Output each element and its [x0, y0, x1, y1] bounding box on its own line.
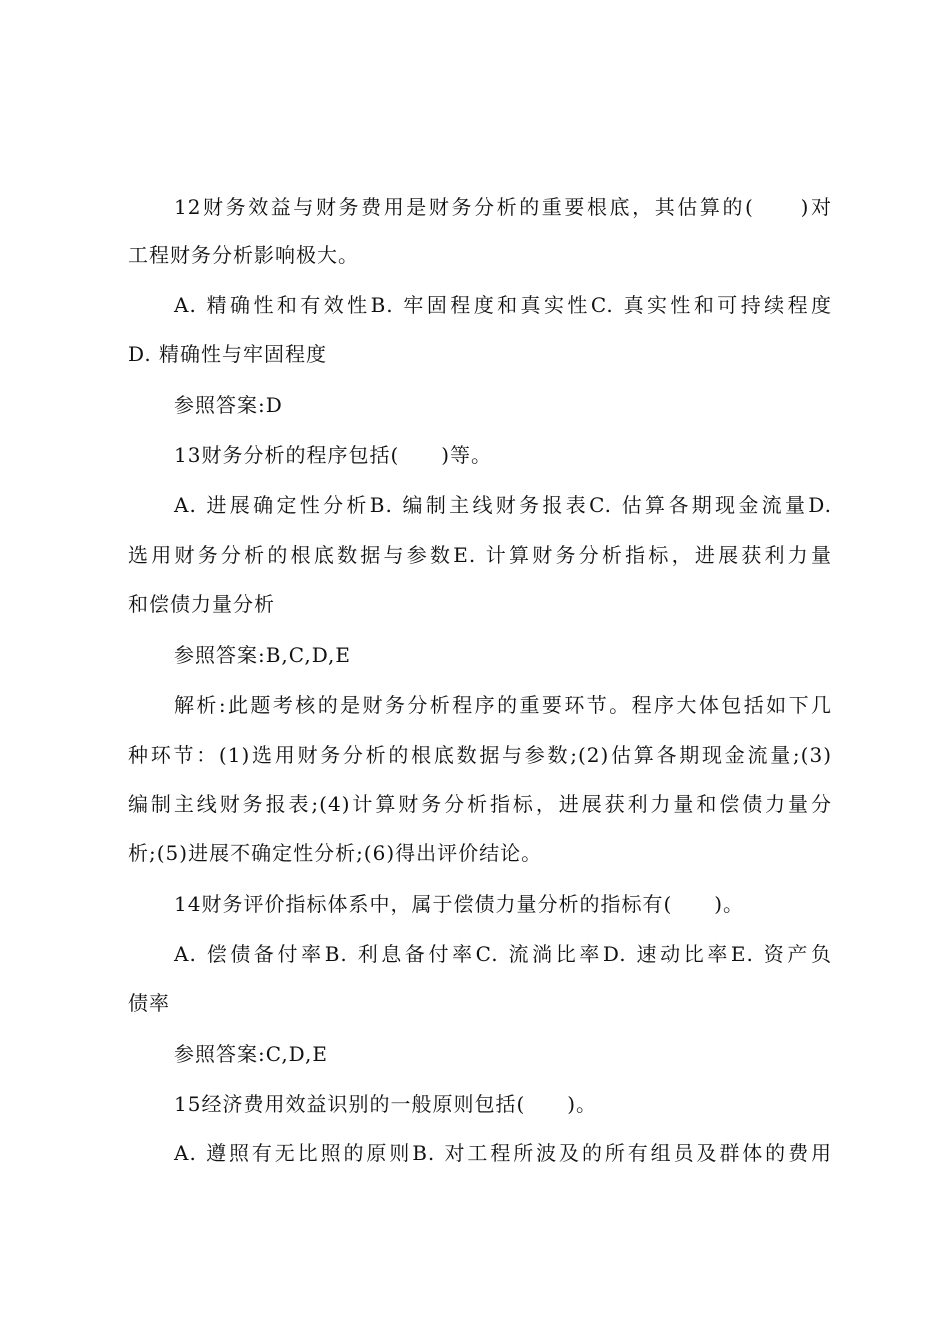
question-12-stem-line-2: 工程财务分析影响极大。 [128, 243, 359, 267]
question-14-answer: 参照答案:C,D,E [174, 1042, 328, 1066]
question-14-options-line-2: 债率 [128, 991, 170, 1015]
question-12-options-line-1: A. 精确性和有效性B. 牢固程度和真实性C. 真实性和可持续程度 [174, 293, 832, 317]
question-13-options-line-2: 选用财务分析的根底数据与参数E. 计算财务分析指标，进展获利力量 [128, 543, 832, 567]
question-14-stem: 14财务评价指标体系中，属于偿债力量分析的指标有( )。 [174, 892, 745, 916]
question-14-options-line-1: A. 偿债备付率B. 利息备付率C. 流淌比率D. 速动比率E. 资产负 [174, 942, 832, 966]
question-12-stem-line-1: 12财务效益与财务费用是财务分析的重要根底，其估算的( )对 [174, 195, 832, 219]
question-12-options-line-2: D. 精确性与牢固程度 [128, 342, 328, 366]
question-13-answer: 参照答案:B,C,D,E [174, 643, 352, 667]
question-13-analysis-line-3: 编制主线财务报表;(4)计算财务分析指标，进展获利力量和偿债力量分 [128, 792, 832, 816]
question-13-stem: 13财务分析的程序包括( )等。 [174, 443, 493, 467]
question-13-options-line-3: 和偿债力量分析 [128, 592, 275, 616]
question-15-options-line-1: A. 遵照有无比照的原则B. 对工程所波及的所有组员及群体的费用 [174, 1141, 832, 1165]
question-13-analysis-line-1: 解析:此题考核的是财务分析程序的重要环节。程序大体包括如下几 [174, 693, 832, 717]
question-13-analysis-line-4: 析;(5)进展不确定性分析;(6)得出评价结论。 [128, 841, 543, 865]
question-13-options-line-1: A. 进展确定性分析B. 编制主线财务报表C. 估算各期现金流量D. [174, 493, 832, 517]
question-15-stem: 15经济费用效益识别的一般原则包括( )。 [174, 1092, 598, 1116]
question-12-answer: 参照答案:D [174, 393, 283, 417]
question-13-analysis-line-2: 种环节：(1)选用财务分析的根底数据与参数;(2)估算各期现金流量;(3) [128, 743, 832, 767]
